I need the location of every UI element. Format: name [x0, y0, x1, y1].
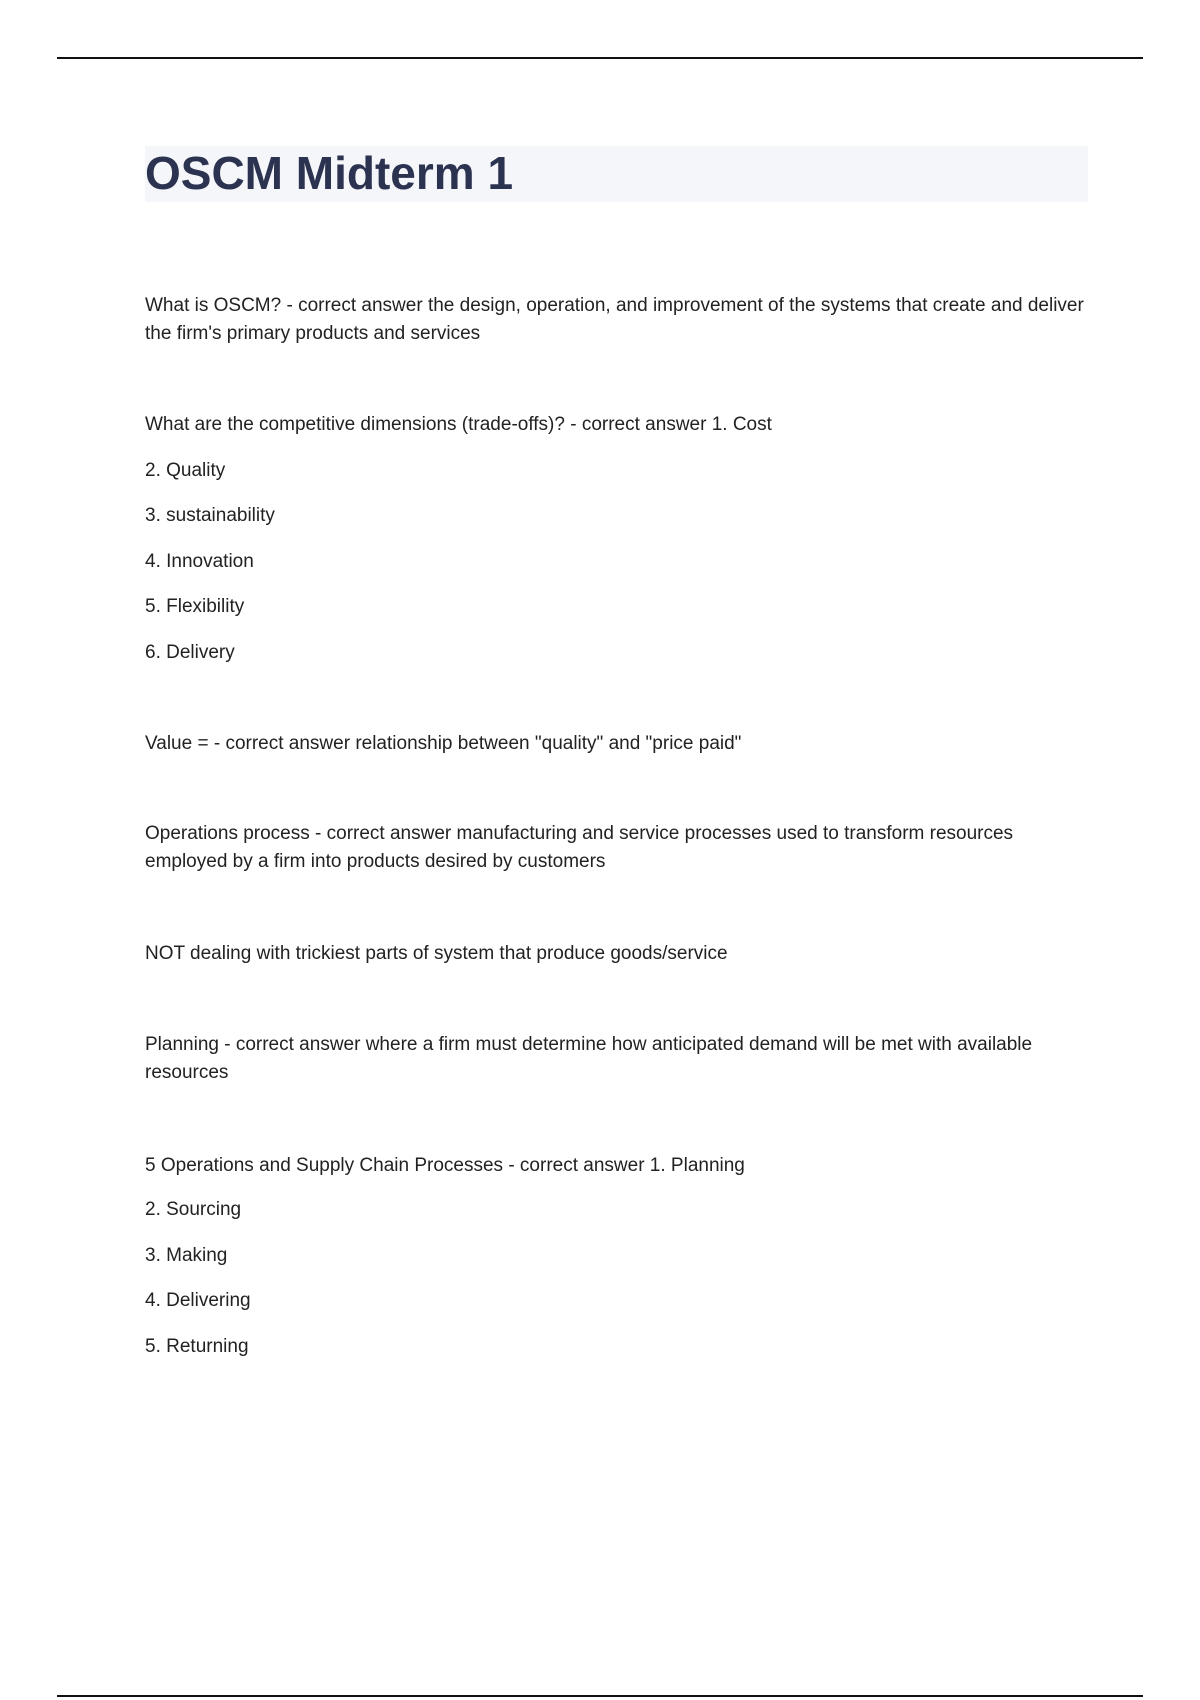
top-rule	[57, 57, 1143, 59]
list-item: 4. Innovation	[145, 551, 254, 572]
list-item: 3. sustainability	[145, 505, 275, 526]
entry-supply-chain-processes: 5 Operations and Supply Chain Processes - correct answer 1. Planning	[145, 1155, 745, 1176]
list-item: 6. Delivery	[145, 642, 235, 663]
list-item: 5. Flexibility	[145, 596, 245, 617]
entry-what-is-oscm: What is OSCM? - correct answer the design, operation, and improvement of the systems that create and deliver the firm's primary products and services	[145, 295, 1084, 344]
list-item: 4. Delivering	[145, 1290, 251, 1311]
entry-value: Value = - correct answer relationship between "quality" and "price paid"	[145, 733, 742, 754]
list-item: 3. Making	[145, 1245, 228, 1266]
list-item: 2. Quality	[145, 460, 226, 481]
entry-operations-process: Operations process - correct answer manufacturing and service processes used to transform resources employed by a firm into products desired by customers	[145, 823, 1014, 872]
entry-not-dealing: NOT dealing with trickiest parts of system that produce goods/service	[145, 943, 728, 964]
entry-competitive-dimensions: What are the competitive dimensions (trade-offs)? - correct answer 1. Cost	[145, 414, 772, 435]
document-title: OSCM Midterm 1	[145, 147, 514, 199]
entry-planning: Planning - correct answer where a firm must determine how anticipated demand will be met with available resources	[145, 1034, 1033, 1083]
bottom-rule	[57, 1695, 1143, 1697]
list-item: 2. Sourcing	[145, 1199, 242, 1220]
list-item: 5. Returning	[145, 1336, 249, 1357]
